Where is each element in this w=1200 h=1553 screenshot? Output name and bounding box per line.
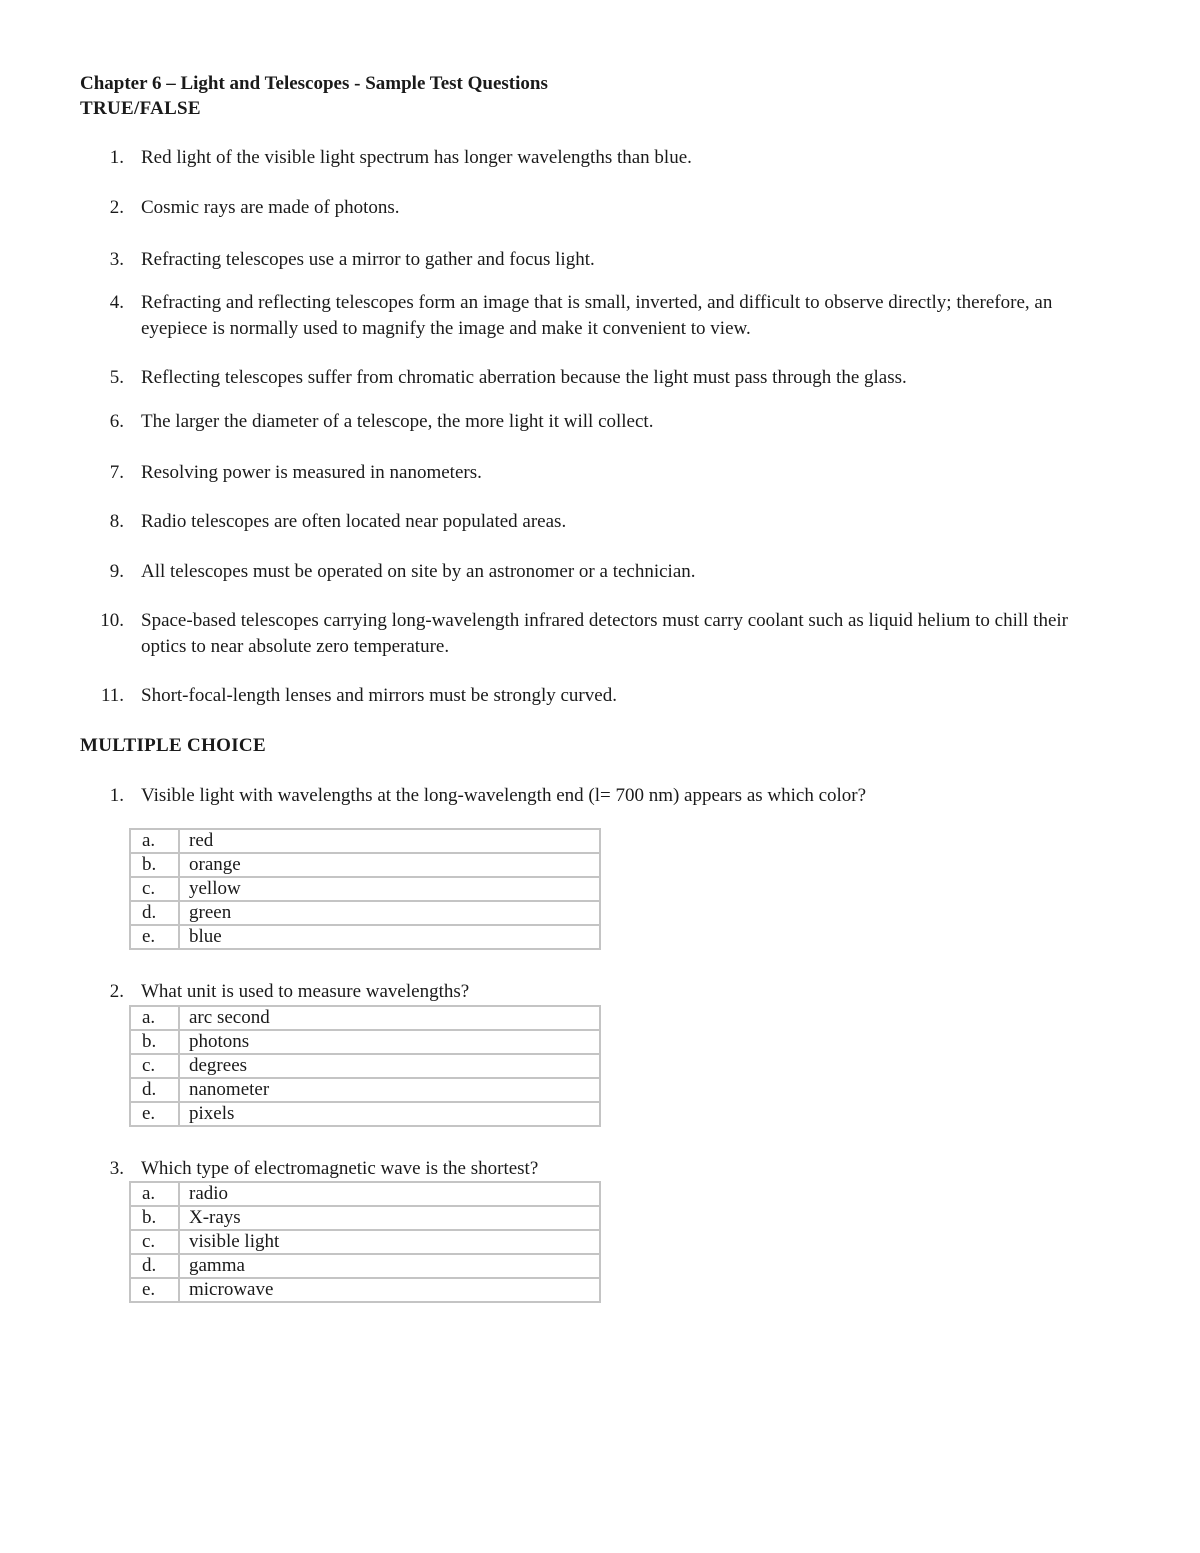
- question-text: The larger the diameter of a telescope, the more light it will collect.: [141, 411, 654, 432]
- option-letter: e.: [130, 1278, 179, 1302]
- option-text: yellow: [179, 877, 600, 901]
- option-text: X-rays: [179, 1206, 600, 1230]
- question-number: 1.: [109, 147, 124, 168]
- answer-option: [130, 1030, 600, 1054]
- answer-option: [130, 829, 600, 853]
- answer-option: [130, 1254, 600, 1278]
- option-letter: c.: [130, 1230, 179, 1254]
- option-text: pixels: [179, 1102, 600, 1126]
- question-text: Which type of electromagnetic wave is the shortest?: [141, 1158, 539, 1179]
- answer-option: [130, 1182, 600, 1206]
- option-letter: b.: [130, 853, 179, 877]
- question-text: Short-focal-length lenses and mirrors must be strongly curved.: [141, 685, 617, 706]
- true-false-heading: TRUE/FALSE: [80, 98, 201, 119]
- option-letter: d.: [130, 901, 179, 925]
- option-text: microwave: [179, 1278, 600, 1302]
- question-number: 5.: [109, 367, 124, 388]
- option-letter: e.: [130, 1102, 179, 1126]
- option-letter: b.: [130, 1030, 179, 1054]
- question-text: Resolving power is measured in nanometers.: [141, 462, 482, 483]
- answer-option: [130, 1006, 600, 1030]
- option-letter: e.: [130, 925, 179, 949]
- answer-option: [130, 1278, 600, 1302]
- option-text: arc second: [179, 1006, 600, 1030]
- answer-option: [130, 1078, 600, 1102]
- question-text: Cosmic rays are made of photons.: [141, 197, 400, 218]
- answer-option: [130, 1230, 600, 1254]
- option-letter: b.: [130, 1206, 179, 1230]
- option-letter: d.: [130, 1254, 179, 1278]
- option-letter: d.: [130, 1078, 179, 1102]
- option-text: gamma: [179, 1254, 600, 1278]
- option-text: nanometer: [179, 1078, 600, 1102]
- question-number: 1.: [109, 785, 124, 806]
- multiple-choice-heading: MULTIPLE CHOICE: [80, 735, 266, 756]
- question-text: Refracting and reflecting telescopes form an image that is small, inverted, and difficult to observe directly; therefore, an eyepiece is normally used to magnify the image and make it convenient to view.: [141, 292, 1053, 339]
- answer-option: [130, 1102, 600, 1126]
- answer-option: [130, 853, 600, 877]
- question-text: What unit is used to measure wavelengths?: [141, 981, 470, 1002]
- question-text: All telescopes must be operated on site by an astronomer or a technician.: [141, 561, 696, 582]
- answer-options-table: [129, 1005, 601, 1127]
- answer-option: [130, 877, 600, 901]
- question-number: 10.: [100, 610, 124, 631]
- question-text: Refracting telescopes use a mirror to gather and focus light.: [141, 249, 595, 270]
- option-text: red: [179, 829, 600, 853]
- question-number: 3.: [109, 1158, 124, 1179]
- question-number: 2.: [109, 981, 124, 1002]
- question-number: 4.: [109, 292, 124, 313]
- page-title: Chapter 6 – Light and Telescopes - Sample Test Questions: [80, 73, 548, 94]
- option-text: visible light: [179, 1230, 600, 1254]
- option-letter: c.: [130, 1054, 179, 1078]
- answer-option: [130, 925, 600, 949]
- answer-options-table: [129, 828, 601, 950]
- option-text: blue: [179, 925, 600, 949]
- question-text: Red light of the visible light spectrum has longer wavelengths than blue.: [141, 147, 692, 168]
- option-letter: c.: [130, 877, 179, 901]
- question-number: 3.: [109, 249, 124, 270]
- answer-option: [130, 1054, 600, 1078]
- option-letter: a.: [130, 1182, 179, 1206]
- option-letter: a.: [130, 1006, 179, 1030]
- option-text: photons: [179, 1030, 600, 1054]
- question-text: Visible light with wavelengths at the long-wavelength end (l= 700 nm) appears as which color?: [141, 785, 867, 806]
- question-number: 7.: [109, 462, 124, 483]
- option-letter: a.: [130, 829, 179, 853]
- answer-options-table: [129, 1181, 601, 1303]
- answer-option: [130, 1206, 600, 1230]
- question-number: 11.: [100, 685, 124, 706]
- option-text: green: [179, 901, 600, 925]
- option-text: radio: [179, 1182, 600, 1206]
- question-number: 9.: [109, 561, 124, 582]
- question-text: Reflecting telescopes suffer from chromatic aberration because the light must pass through the glass.: [141, 367, 907, 388]
- question-text: Space-based telescopes carrying long-wavelength infrared detectors must carry coolant such as liquid helium to chill their optics to near absolute zero temperature.: [141, 610, 1068, 657]
- question-number: 6.: [109, 411, 124, 432]
- question-number: 8.: [109, 511, 124, 532]
- option-text: degrees: [179, 1054, 600, 1078]
- answer-option: [130, 901, 600, 925]
- option-text: orange: [179, 853, 600, 877]
- question-number: 2.: [109, 197, 124, 218]
- question-text: Radio telescopes are often located near populated areas.: [141, 511, 567, 532]
